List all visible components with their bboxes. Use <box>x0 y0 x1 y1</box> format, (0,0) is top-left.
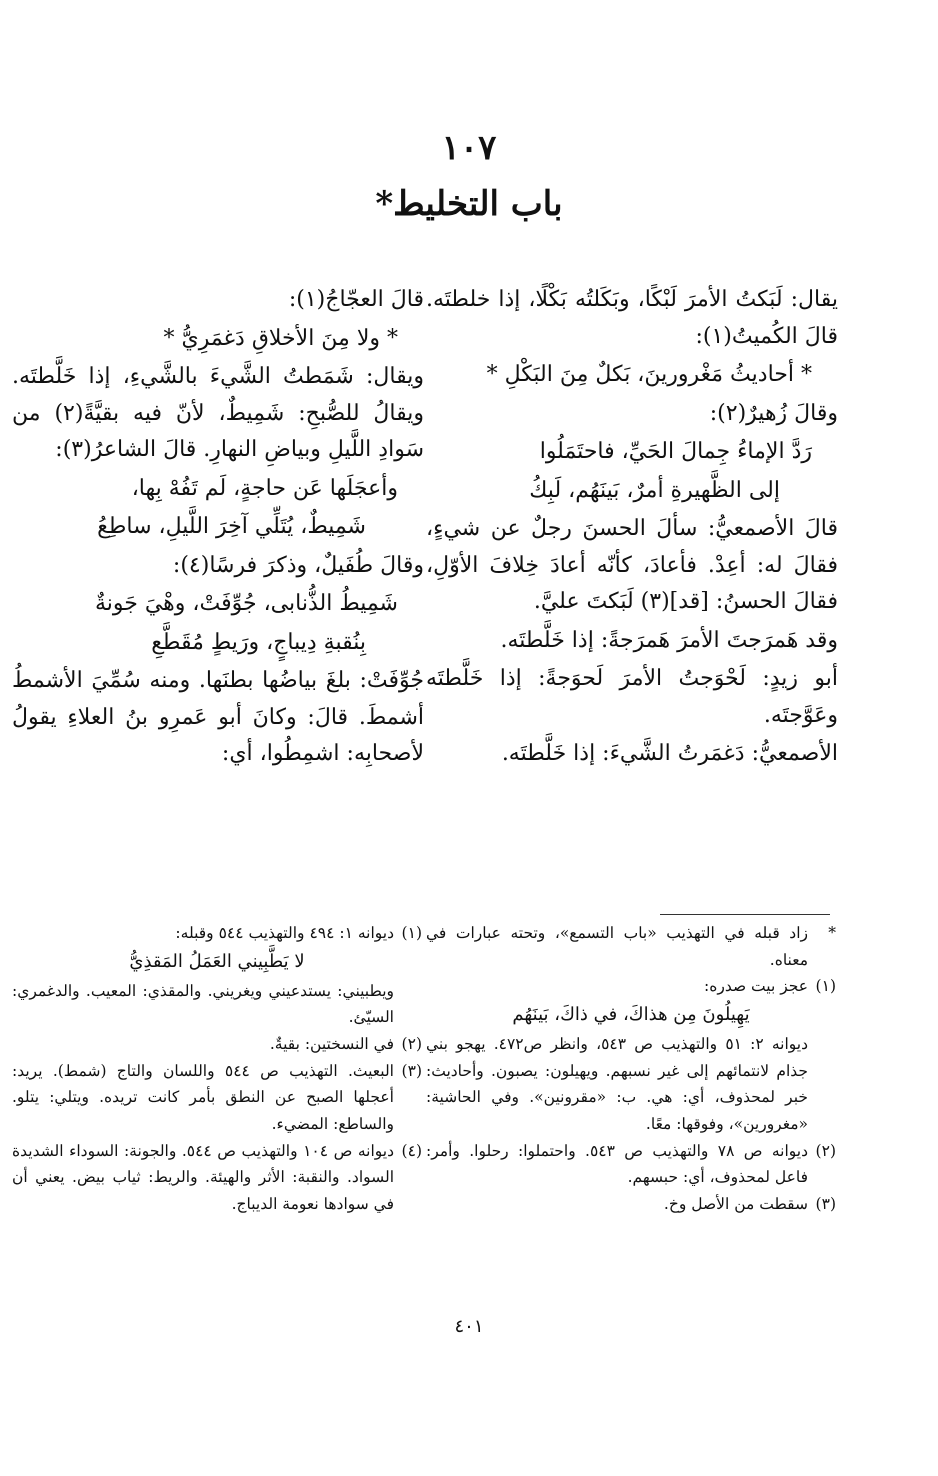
footnote <box>426 1138 836 1191</box>
footnote-text: في النسختين: بقيةٌ. <box>269 1034 394 1053</box>
chapter-title: باب التخليط* <box>375 184 563 224</box>
footnote-continuation: ديوانه ٢: ٥١ والتهذيب ص ٥٤٣، وانظر ص٤٧٢. يهجو بني جذام لانتمائهم إلى غير نسبهم. ويهيلون: يصبون. وأحاديث: خبر لمحذوف، أي: هي. ب: «مقرونين». وفي الحاشية: «مغرورين»، وفوقها: معًا. <box>426 1034 809 1133</box>
page-number: ٤٠١ <box>454 1316 484 1337</box>
footnote <box>12 1138 422 1218</box>
footnote-separator <box>660 914 830 915</box>
verse-line: * ولا مِنَ الأخلاقِ دَغمَرِيُّ * <box>163 325 398 351</box>
footnote-marker: * <box>828 924 836 942</box>
footnote-marker: (٢) <box>815 1141 836 1160</box>
left-footnotes <box>12 920 422 1218</box>
footnote <box>426 973 836 1000</box>
paragraph: أبو زيدٍ: لَحْوَجتُ الأمرَ لَحوَجةً: إذا خَلَّطتَه وعَوَّجتَه. <box>426 666 838 728</box>
right-footnotes <box>426 920 836 1218</box>
footnote <box>426 1191 836 1218</box>
footnote-marker: (١) <box>401 924 422 942</box>
footnote-verse: لا يَطَّبِيني العَمَلُ المَقذِيُّ <box>129 950 305 972</box>
chapter-number: ١٠٧ <box>441 128 497 168</box>
paragraph: جُوِّفَتْ: بلغَ بياضُها بطنَها. ومنه سُمِّيَ الأشمطُ أشمطَ. قالَ: وكانَ أبو عَمرِو بنُ العلاءِ يقولُ لأصحابِه: اشمِطُوا، أي: <box>12 668 424 767</box>
footnote-text: البعيث. التهذيب ص ٥٤٤ واللسان والتاج (شمط). يريد: أعجلها الصبح عن النطق بأمر كانت تريده. ويتلي: يتلو. والساطع: المضيء. <box>12 1061 394 1133</box>
footnote <box>12 1058 422 1138</box>
footnote-text: ديوانه ١: ٤٩٤ والتهذيب ٥٤٤ وقبله: <box>175 924 394 942</box>
footnote-marker: (٣) <box>401 1061 422 1080</box>
verse-line: إلى الظَّهيرةِ أمرٌ، بَينَهُم، لَبِكُ <box>529 477 780 503</box>
footnote-text: سقطت من الأصل وخ. <box>663 1194 808 1213</box>
footnote-text: ديوانه ص ٧٨ والتهذيب ص ٥٤٣. واحتملوا: رحلوا. وأمر: فاعل لمحذوف، أي: حبسهم. <box>426 1141 808 1187</box>
footnote-continuation: ويطبيني: يستدعيني ويغريني. والمقذي: المعيب. والدغمري: السيّئ. <box>12 981 394 1027</box>
paragraph: قالَ العجّاجُ(١): <box>288 287 424 312</box>
verse-line: شَمِيطُ الذُّنابى، جُوِّفَتْ، وهْيَ جَونةٌ <box>94 591 398 617</box>
right-text-column <box>426 282 838 775</box>
paragraph: يقال: لَبَكتُ الأمرَ لَبْكًا، وبَكَلتُه بَكْلًا، إذا خلطتَه. قالَ الكُميتُ(١): <box>426 287 838 349</box>
footnote <box>12 1031 422 1058</box>
paragraph: وقالَ طُفَيلٌ، وذكرَ فرسًا(٤): <box>172 552 424 578</box>
footnote-text: ديوانه ص ١٠٤ والتهذيب ص ٥٤٤. والجونة: السوداء الشديدة السواد. والنقبة: الأثر والهيئة. والريط: ثياب بيض. يعني أن في سوادها نعومة الديباج. <box>12 1141 394 1213</box>
verse-line: وأعجَلَها عَن حاجةٍ، لَم تَفُهْ بِها، <box>131 475 398 501</box>
paragraph: وقد هَمرَجتَ الأمرَ هَمرَجةً: إذا خَلَّطتَه. <box>500 627 838 653</box>
footnote-marker: (٣) <box>815 1194 836 1213</box>
footnote-text: عجز بيت صدره: <box>704 977 808 996</box>
footnote <box>12 920 422 947</box>
left-text-column <box>12 282 424 775</box>
footnote-verse: يَهِيلُونَ مِن هذاكَ، في ذاكَ، بَينَهُم <box>512 1003 750 1025</box>
paragraph: قالَ الأصمعيُّ: سألَ الحسنَ رجلٌ عن شيءٍ، فقالَ له: أعِدْ. فأعادَ، كأنّه أعادَ خِلافَ الأوّلِ، فقالَ الحسنُ: [قد](٣) لَبَكتَ عليَّ. <box>426 516 838 615</box>
paragraph: الأصمعيُّ: دَغمَرتُ الشَّيءَ: إذا خَلَّطتَه. <box>501 741 838 767</box>
verse-line: شَمِيطٌ، يُتَلِّي آخِرَ اللَّيلِ، ساطِعُ <box>97 514 366 540</box>
footnote <box>426 920 836 973</box>
verse-line: رَدَّ الإماءُ جِمالَ الحَيِّ، فاحتَمَلُوا <box>539 439 812 465</box>
verse-line: بِنُقبةِ دِيباجٍ، ورَيطٍ مُقَطَّعِ <box>151 629 366 655</box>
footnote-marker: (١) <box>815 977 836 996</box>
paragraph: ويقال: شَمَطتُ الشَّيءَ بالشَّيءِ، إذا خَلَّطتَه. ويقالُ للصُّبحِ: شَمِيطٌ، لأنّ فيه بقيَّةً(٢) من سَوادِ اللَّيلِ وبياضِ النهارِ. قالَ الشاعرُ(٣): <box>12 364 424 463</box>
footnote-marker: (٤) <box>401 1141 422 1160</box>
footnote-text: زاد قبله في التهذيب «باب التسمع»، وتحته عبارات في معناه. <box>426 924 808 969</box>
paragraph: وقالَ زُهيرٌ(٢): <box>709 400 838 426</box>
verse-line: * أحاديثُ مَغْرورينَ، بَكلٌ مِنَ البَكْلِ * <box>486 362 812 388</box>
footnote-marker: (٢) <box>401 1034 422 1053</box>
